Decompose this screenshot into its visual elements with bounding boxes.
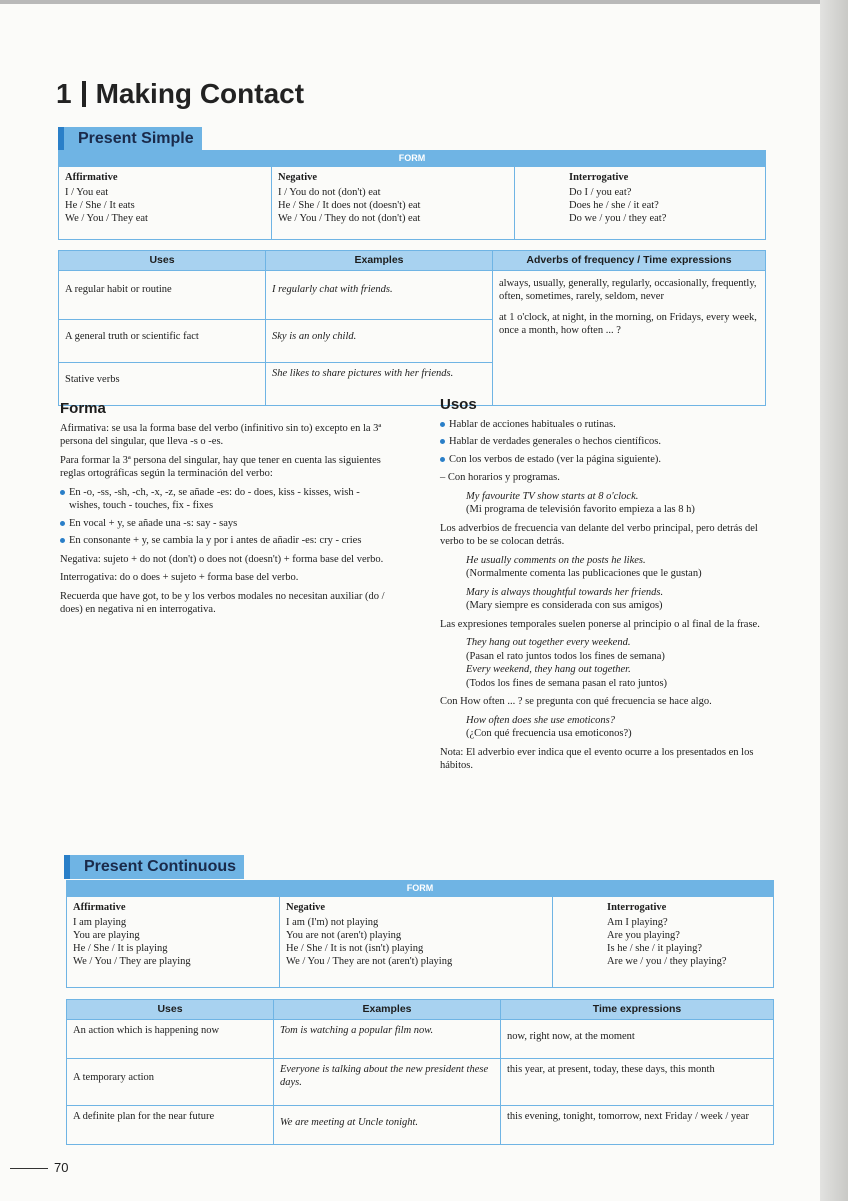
pc-use-cell: An action which is happening now — [67, 1020, 274, 1059]
ps-interrogative-label: Interrogative — [569, 172, 629, 183]
example-translation: (Mi programa de televisión favorito empieza a las 8 h) — [466, 504, 695, 515]
example-translation: (Normalmente comenta las publicaciones que le gustan) — [466, 568, 702, 579]
ps-example-cell: I regularly chat with friends. — [266, 271, 493, 320]
ps-negative-label: Negative — [278, 172, 318, 183]
example-translation: (Pasan el rato juntos todos los fines de semana) — [466, 650, 665, 662]
example-text: He usually comments on the posts he likes. — [466, 554, 646, 566]
forma-rule: En vocal + y, se añade una -s: say - says — [60, 517, 390, 531]
pc-int-line: Are you playing? — [607, 930, 680, 941]
ps-form-label: FORM — [59, 151, 766, 167]
ps-int-line: Does he / she / it eat? — [569, 200, 659, 211]
ps-affirmative-label: Affirmative — [65, 172, 118, 183]
usos-item: Hablar de verdades generales o hechos científicos. — [440, 435, 772, 449]
pc-affirmative-cell — [67, 897, 280, 988]
pc-affirmative-label: Affirmative — [73, 902, 126, 913]
ps-time-expressions: at 1 o'clock, at night, in the morning, on Fridays, every week, once a month, how often ... ? — [499, 312, 757, 336]
pc-negative-cell — [280, 897, 553, 988]
pc-examples-header: Examples — [274, 1000, 501, 1020]
ps-adverbs-cell — [493, 271, 766, 406]
pc-interrogative-label: Interrogative — [607, 902, 667, 913]
pc-neg-line: I am (I'm) not playing — [286, 917, 379, 928]
page-number-text: 70 — [54, 1160, 69, 1175]
usos-example — [440, 490, 772, 517]
usos-item: Hablar de acciones habituales o rutinas. — [440, 418, 772, 432]
pc-aff-line: He / She / It is playing — [73, 943, 168, 954]
pc-time-cell: this evening, tonight, tomorrow, next Friday / week / year — [501, 1106, 774, 1145]
usos-item: Con los verbos de estado (ver la página siguiente). — [440, 453, 772, 467]
usos-paragraph: Con How often ... ? se pregunta con qué frecuencia se hace algo. — [440, 696, 712, 707]
ps-aff-line: He / She / It eats — [65, 200, 135, 211]
unit-number: 1 — [56, 78, 72, 109]
example-text: Mary is always thoughtful towards her friends. — [466, 586, 664, 598]
pc-aff-line: You are playing — [73, 930, 140, 941]
present-simple-uses-table — [58, 250, 766, 406]
ps-uses-header: Uses — [59, 251, 266, 271]
top-border — [0, 0, 820, 4]
pc-negative-label: Negative — [286, 902, 326, 913]
present-simple-header: Present Simple — [58, 127, 202, 151]
usos-paragraph: Las expresiones temporales suelen ponerse al principio o al final de la frase. — [440, 618, 760, 630]
pc-example-cell: Tom is watching a popular film now. — [274, 1020, 501, 1059]
pc-form-label: FORM — [67, 881, 774, 897]
page-number — [10, 1160, 68, 1175]
ps-interrogative-cell — [515, 167, 766, 240]
pc-time-header: Time expressions — [501, 1000, 774, 1020]
usos-note: Nota: El adverbio ever indica que el evento ocurre a los presentados en los hábitos. — [440, 746, 754, 771]
pc-neg-line: We / You / They are not (aren't) playing — [286, 956, 453, 967]
pc-neg-line: He / She / It is not (isn't) playing — [286, 943, 424, 954]
ps-int-line: Do we / you / they eat? — [569, 213, 667, 224]
usos-heading: Usos — [440, 396, 477, 413]
ps-negative-cell — [272, 167, 515, 240]
ps-examples-header: Examples — [266, 251, 493, 271]
pc-aff-line: We / You / They are playing — [73, 956, 191, 967]
pc-int-line: Am I playing? — [607, 917, 668, 928]
example-translation: (¿Con qué frecuencia usa emoticonos?) — [466, 728, 632, 739]
usos-dash-item: – Con horarios y programas. — [440, 472, 560, 483]
ps-neg-line: He / She / It does not (doesn't) eat — [278, 200, 421, 211]
title-divider — [82, 81, 86, 107]
pc-uses-header: Uses — [67, 1000, 274, 1020]
forma-section — [60, 402, 390, 622]
forma-paragraph: Afirmativa: se usa la forma base del verbo (infinitivo sin to) excepto en la 3ª persona del singular, que lleva -s o -es. — [60, 422, 382, 447]
page-edge — [820, 0, 848, 1201]
forma-paragraph: Recuerda que have got, to be y los verbos modales no necesitan auxiliar (do / does) en negativa ni en interrogativa. — [60, 590, 385, 615]
ps-neg-line: We / You / They do not (don't) eat — [278, 213, 421, 224]
forma-paragraph: Negativa: sujeto + do not (don't) o does not (doesn't) + forma base del verbo. — [60, 553, 384, 565]
ps-neg-line: I / You do not (don't) eat — [278, 187, 381, 198]
pc-use-cell: A temporary action — [67, 1059, 274, 1106]
forma-rules-list — [60, 486, 390, 548]
pc-int-line: Are we / you / they playing? — [607, 956, 727, 967]
forma-rule: En -o, -ss, -sh, -ch, -x, -z, se añade -es: do - does, kiss - kisses, wish - wishes, touch - touches, fix - fixes — [60, 486, 390, 513]
example-text: My favourite TV show starts at 8 o'clock. — [466, 490, 639, 502]
pc-use-cell: A definite plan for the near future — [67, 1106, 274, 1145]
ps-use-cell: A regular habit or routine — [59, 271, 266, 320]
pc-int-line: Is he / she / it playing? — [607, 943, 703, 954]
present-simple-table — [58, 150, 766, 240]
ps-use-cell: Stative verbs — [59, 363, 266, 406]
example-text: How often does she use emoticons? — [466, 714, 616, 726]
forma-heading: Forma — [60, 400, 106, 417]
ps-example-cell: Sky is an only child. — [266, 320, 493, 363]
present-continuous-header: Present Continuous — [64, 855, 244, 879]
example-translation: (Mary siempre es considerada con sus amigos) — [466, 600, 663, 611]
example-text: Every weekend, they hang out together. — [466, 664, 631, 675]
ps-use-cell: A general truth or scientific fact — [59, 320, 266, 363]
usos-example — [440, 554, 772, 581]
ps-aff-line: We / You / They eat — [65, 213, 148, 224]
forma-rule: En consonante + y, se cambia la y por i antes de añadir -es: cry - cries — [60, 534, 390, 548]
present-continuous-table — [66, 880, 774, 988]
pc-aff-line: I am playing — [73, 917, 127, 928]
ps-example-cell: She likes to share pictures with her friends. — [266, 363, 493, 406]
pc-neg-line: You are not (aren't) playing — [286, 930, 402, 941]
usos-list — [440, 418, 772, 467]
example-translation: (Todos los fines de semana pasan el rato juntos) — [466, 677, 668, 689]
ps-int-line: Do I / you eat? — [569, 187, 632, 198]
ps-adverbs-frequency: always, usually, generally, regularly, occasionally, frequently, often, sometimes, rarely, seldom, never — [499, 278, 757, 302]
usos-example — [440, 714, 772, 741]
pc-time-cell: this year, at present, today, these days, this month — [501, 1059, 774, 1106]
usos-example — [440, 636, 772, 690]
forma-paragraph: Interrogativa: do o does + sujeto + forma base del verbo. — [60, 572, 299, 583]
ps-aff-line: I / You eat — [65, 187, 109, 198]
ps-affirmative-cell — [59, 167, 272, 240]
pc-interrogative-cell — [553, 897, 774, 988]
usos-section — [440, 398, 772, 778]
unit-title — [56, 78, 304, 110]
pc-time-cell: now, right now, at the moment — [501, 1020, 774, 1059]
present-continuous-uses-table — [66, 999, 774, 1145]
ps-adverbs-header: Adverbs of frequency / Time expressions — [493, 251, 766, 271]
forma-paragraph: Para formar la 3ª persona del singular, hay que tener en cuenta las siguientes reglas ortográficas según la terminación del verbo: — [60, 454, 381, 479]
usos-paragraph: Los adverbios de frecuencia van delante del verbo principal, pero detrás del verbo to be se colocan detrás. — [440, 522, 758, 547]
example-text: They hang out together every weekend. — [466, 637, 631, 648]
usos-example — [440, 586, 772, 613]
unit-name: Making Contact — [95, 78, 305, 109]
pc-example-cell: We are meeting at Uncle tonight. — [274, 1106, 501, 1145]
page-number-rule — [10, 1168, 48, 1169]
pc-example-cell: Everyone is talking about the new president these days. — [274, 1059, 501, 1106]
